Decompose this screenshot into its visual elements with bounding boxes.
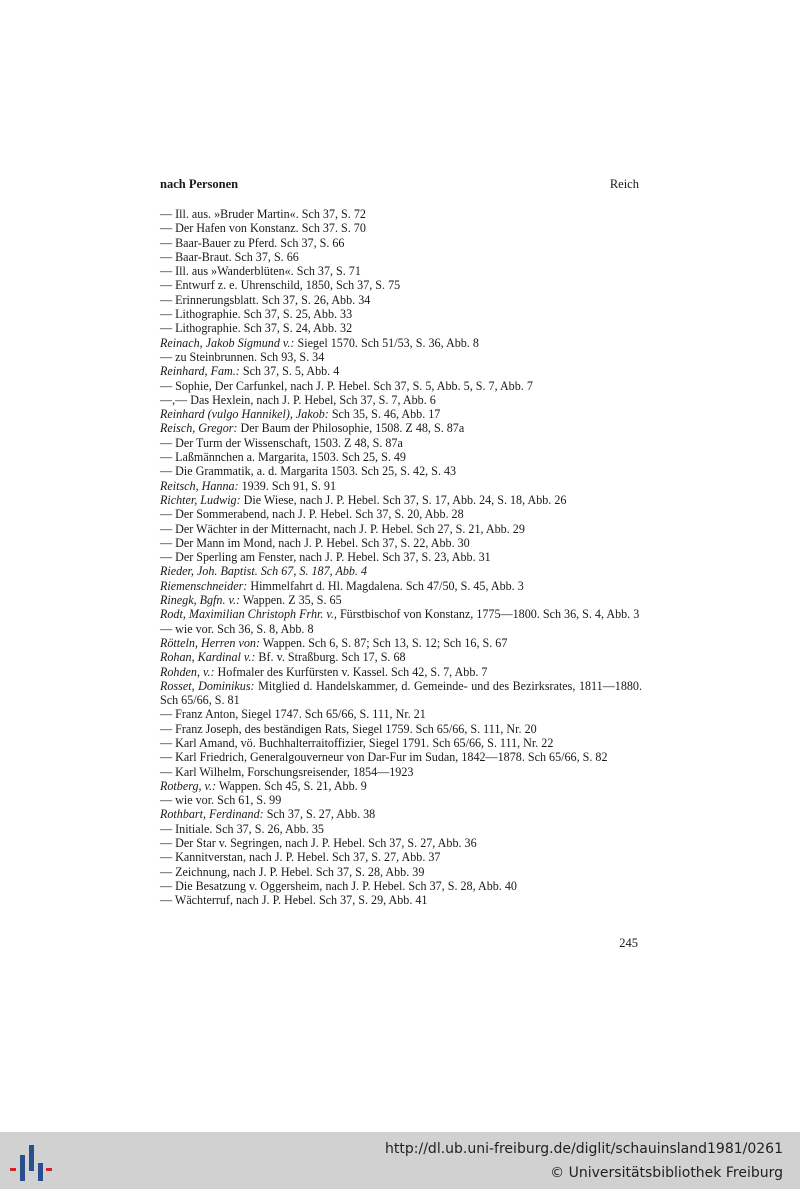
- entry-text: Fürstbischof von Konstanz, 1775—1800. Sch 36, S. 4, Abb. 3: [336, 607, 640, 622]
- entry-text: Himmelfahrt d. Hl. Magdalena. Sch 47/50, S. 45, Abb. 3: [247, 578, 524, 593]
- entry-text: — Der Mann im Mond, nach J. P. Hebel. Sch 37, S. 22, Abb. 30: [160, 535, 470, 550]
- entry-text: — Karl Amand, vö. Buchhalterraitoffizier, Siegel 1791. Sch 65/66, S. 111, Nr. 22: [160, 735, 554, 750]
- index-entry: [160, 765, 642, 779]
- source-url-link[interactable]: http://dl.ub.uni-freiburg.de/diglit/schauinsland1981/0261: [385, 1141, 783, 1157]
- logo-bar-short: [38, 1163, 43, 1181]
- index-entry: [160, 893, 642, 907]
- entry-name: Rohden, v.:: [160, 664, 215, 679]
- entry-text: — Ill. aus »Wanderblüten«. Sch 37, S. 71: [160, 264, 361, 279]
- entry-name: Reinhard (vulgo Hannikel), Jakob:: [160, 407, 329, 422]
- entry-text: — Baar-Braut. Sch 37, S. 66: [160, 249, 299, 264]
- index-entry: [160, 707, 642, 721]
- entry-text: — Karl Friedrich, Generalgouverneur von Dar-Fur im Sudan, 1842—1878. Sch 65/66, S. 82: [160, 750, 608, 765]
- running-head-left: nach Personen: [160, 177, 239, 191]
- entry-text: — Franz Joseph, des beständigen Rats, Siegel 1759. Sch 65/66, S. 111, Nr. 20: [160, 721, 537, 736]
- index-entry: [160, 364, 642, 378]
- entry-text: —,— Das Hexlein, nach J. P. Hebel, Sch 37, S. 7, Abb. 6: [160, 392, 436, 407]
- index-entry: [160, 865, 642, 879]
- index-entry: [160, 822, 642, 836]
- entry-name: Reinhard, Fam.:: [160, 364, 240, 379]
- entry-text: Wappen. Sch 6, S. 87; Sch 13, S. 12; Sch 16, S. 67: [259, 635, 508, 650]
- index-entry: [160, 450, 642, 464]
- entry-text: — Lithographie. Sch 37, S. 24, Abb. 32: [160, 321, 353, 336]
- index-entry: [160, 793, 642, 807]
- entry-text: — zu Steinbrunnen. Sch 93, S. 34: [160, 349, 325, 364]
- entry-text: Siegel 1570. Sch 51/53, S. 36, Abb. 8: [294, 335, 479, 350]
- entry-name: Reinach, Jakob Sigmund v.:: [160, 335, 295, 350]
- index-entry: [160, 250, 642, 264]
- index-entry: [160, 593, 642, 607]
- viewer-footer: [0, 1132, 800, 1189]
- entry-text: — wie vor. Sch 36, S. 8, Abb. 8: [160, 621, 314, 636]
- index-entry: [160, 579, 642, 593]
- entry-text: — Zeichnung, nach J. P. Hebel. Sch 37, S. 28, Abb. 39: [160, 864, 425, 879]
- entry-text: Die Wiese, nach J. P. Hebel. Sch 37, S. 17, Abb. 24, S. 18, Abb. 26: [240, 492, 567, 507]
- entry-text: — Sophie, Der Carfunkel, nach J. P. Hebel. Sch 37, S. 5, Abb. 5, S. 7, Abb. 7: [160, 378, 533, 393]
- index-entry: [160, 436, 642, 450]
- index-entry: [160, 493, 642, 507]
- entry-text: 1939. Sch 91, S. 91: [238, 478, 337, 493]
- index-entry: [160, 607, 642, 621]
- entry-text: Wappen. Sch 45, S. 21, Abb. 9: [216, 778, 367, 793]
- index-entry: [160, 736, 642, 750]
- entry-text: Der Baum der Philosophie, 1508. Z 48, S. 87a: [237, 421, 465, 436]
- entry-text: — Der Turm der Wissenschaft, 1503. Z 48, S. 87a: [160, 435, 403, 450]
- index-entry: [160, 636, 642, 650]
- entry-text: — Der Sperling am Fenster, nach J. P. Hebel. Sch 37, S. 23, Abb. 31: [160, 550, 491, 565]
- index-entry: [160, 536, 642, 550]
- entry-text: Mitglied d. Handelskammer, d. Gemeinde- und des Bezirksrates, 1811—1880. Sch 65/66, S. 81: [160, 678, 642, 708]
- index-entry: [160, 550, 642, 564]
- entry-text: Wappen. Z 35, S. 65: [240, 593, 342, 608]
- entry-text: — Die Besatzung v. Oggersheim, nach J. P. Hebel. Sch 37, S. 28, Abb. 40: [160, 878, 517, 893]
- running-head: [160, 177, 639, 193]
- entry-text: — Die Grammatik, a. d. Margarita 1503. Sch 25, S. 42, S. 43: [160, 464, 457, 479]
- index-entry: [160, 722, 642, 736]
- entry-name: Riemenschneider:: [160, 578, 248, 593]
- index-entry: [160, 507, 642, 521]
- index-entry: [160, 564, 642, 578]
- entry-text: Sch 37, S. 27, Abb. 38: [263, 807, 376, 822]
- entry-name: Rieder, Joh. Baptist. Sch 67, S. 187, Abb. 4: [160, 564, 368, 579]
- entry-text: — Der Hafen von Konstanz. Sch 37. S. 70: [160, 221, 366, 236]
- index-entry: [160, 479, 642, 493]
- index-entry: [160, 650, 642, 664]
- entry-name: Rodt, Maximilian Christoph Frhr. v.,: [160, 607, 337, 622]
- index-entry: [160, 622, 642, 636]
- index-entries: [160, 207, 642, 908]
- entry-text: — Der Sommerabend, nach J. P. Hebel. Sch 37, S. 20, Abb. 28: [160, 507, 464, 522]
- index-entry: [160, 236, 642, 250]
- entry-name: Rötteln, Herren von:: [160, 635, 260, 650]
- index-entry: [160, 464, 642, 478]
- index-entry: [160, 278, 642, 292]
- running-head-right: Reich: [609, 177, 639, 191]
- entry-name: Rohan, Kardinal v.:: [160, 650, 256, 665]
- entry-text: — Baar-Bauer zu Pferd. Sch 37, S. 66: [160, 235, 345, 250]
- entry-text: — Kannitverstan, nach J. P. Hebel. Sch 37, S. 27, Abb. 37: [160, 850, 441, 865]
- entry-text: Sch 37, S. 5, Abb. 4: [239, 364, 340, 379]
- index-entry: [160, 264, 642, 278]
- index-entry: [160, 807, 642, 821]
- entry-text: — wie vor. Sch 61, S. 99: [160, 793, 282, 808]
- logo-bar-mid: [29, 1145, 34, 1171]
- index-entry: [160, 779, 642, 793]
- entry-text: — Der Star v. Segringen, nach J. P. Hebel. Sch 37, S. 27, Abb. 36: [160, 836, 477, 851]
- copyright-notice: © Universitätsbibliothek Freiburg: [550, 1165, 783, 1181]
- logo-bar-right: [46, 1168, 52, 1171]
- index-entry: [160, 321, 642, 335]
- ub-freiburg-logo-icon[interactable]: [10, 1141, 52, 1181]
- entry-text: — Der Wächter in der Mitternacht, nach J. P. Hebel. Sch 27, S. 21, Abb. 29: [160, 521, 525, 536]
- index-entry: [160, 293, 642, 307]
- index-entry: [160, 421, 642, 435]
- logo-bar-tall: [20, 1155, 25, 1181]
- entry-text: — Lithographie. Sch 37, S. 25, Abb. 33: [160, 307, 353, 322]
- entry-name: Rotberg, v.:: [160, 778, 217, 793]
- entry-name: Richter, Ludwig:: [160, 492, 241, 507]
- index-entry: [160, 407, 642, 421]
- index-entry: [160, 393, 642, 407]
- entry-text: — Initiale. Sch 37, S. 26, Abb. 35: [160, 821, 324, 836]
- index-entry: [160, 879, 642, 893]
- entry-text: — Franz Anton, Siegel 1747. Sch 65/66, S. 111, Nr. 21: [160, 707, 426, 722]
- index-entry: [160, 522, 642, 536]
- index-entry: [160, 665, 642, 679]
- index-entry: [160, 836, 642, 850]
- index-entry: [160, 350, 642, 364]
- entry-text: — Karl Wilhelm, Forschungsreisender, 1854—1923: [160, 764, 414, 779]
- index-entry: [160, 850, 642, 864]
- entry-text: Bf. v. Straßburg. Sch 17, S. 68: [255, 650, 406, 665]
- entry-text: Sch 35, S. 46, Abb. 17: [328, 407, 441, 422]
- index-entry: [160, 750, 642, 764]
- index-entry: [160, 207, 642, 221]
- entry-name: Reitsch, Hanna:: [160, 478, 239, 493]
- entry-text: — Entwurf z. e. Uhrenschild, 1850, Sch 37, S. 75: [160, 278, 401, 293]
- index-entry: [160, 679, 642, 708]
- entry-text: — Wächterruf, nach J. P. Hebel. Sch 37, S. 29, Abb. 41: [160, 893, 428, 908]
- entry-name: Reisch, Gregor:: [160, 421, 238, 436]
- entry-text: — Laßmännchen a. Margarita, 1503. Sch 25, S. 49: [160, 450, 406, 465]
- index-entry: [160, 221, 642, 235]
- page-number: 245: [619, 936, 638, 950]
- index-entry: [160, 307, 642, 321]
- entry-name: Rinegk, Bgfn. v.:: [160, 593, 241, 608]
- entry-name: Rothbart, Ferdinand:: [160, 807, 264, 822]
- entry-text: — Erinnerungsblatt. Sch 37, S. 26, Abb. 34: [160, 292, 371, 307]
- index-entry: [160, 379, 642, 393]
- logo-bar-left: [10, 1168, 16, 1171]
- entry-text: — Ill. aus. »Bruder Martin«. Sch 37, S. 72: [160, 207, 366, 221]
- index-entry: [160, 336, 642, 350]
- entry-name: Rosset, Dominikus:: [160, 678, 255, 693]
- entry-text: Hofmaler des Kurfürsten v. Kassel. Sch 42, S. 7, Abb. 7: [214, 664, 488, 679]
